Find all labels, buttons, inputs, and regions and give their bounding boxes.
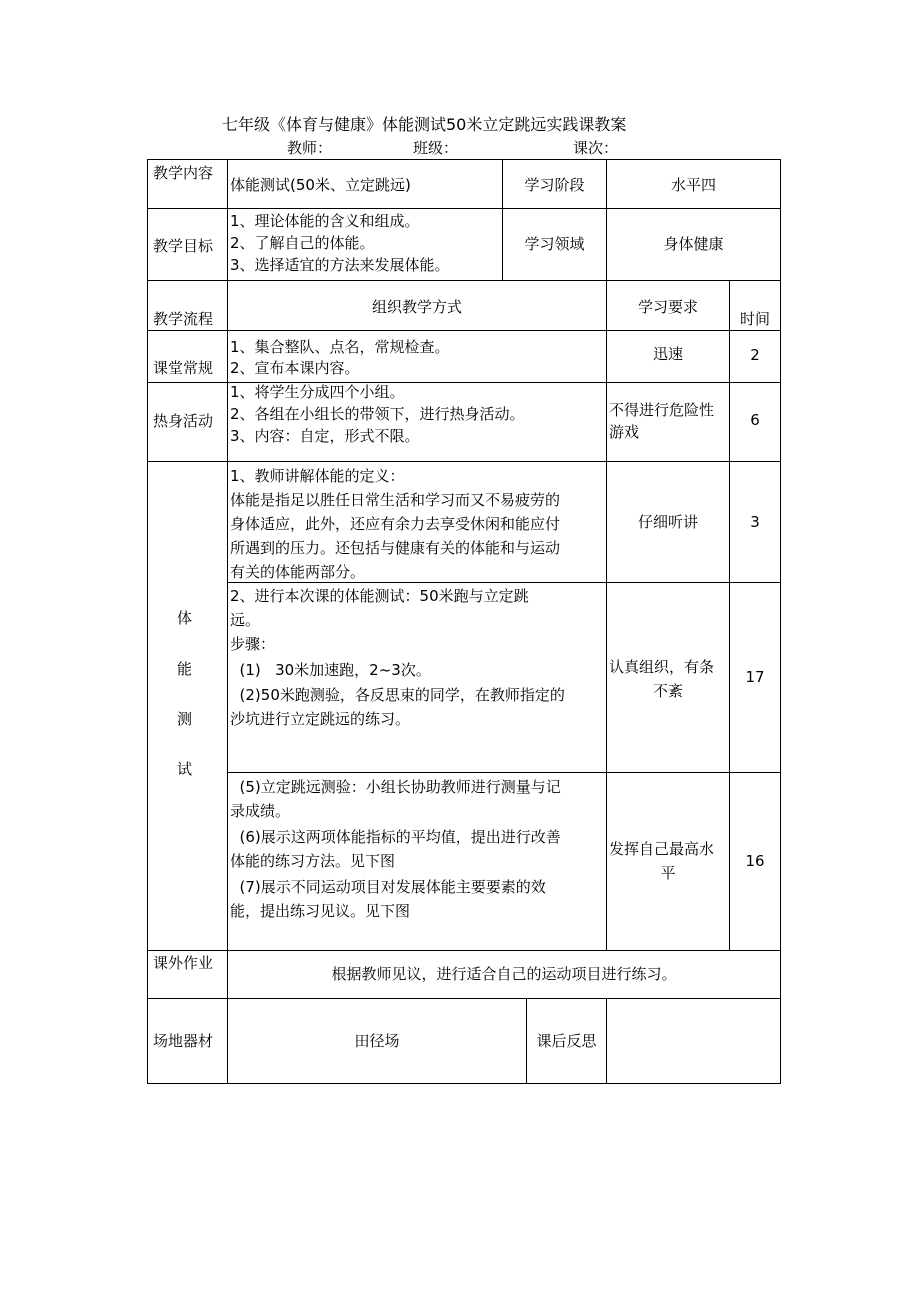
learning-requirement-header: 学习要求 [637,298,698,316]
test-part2-line: 远。 [230,611,261,629]
class-label: 班级： [413,139,459,157]
routine-time: 2 [750,346,760,364]
test-part3-line: 录成绩。 [230,802,291,820]
test-part2-requirement-line: 不紊 [652,682,683,700]
test-part3-time: 16 [745,852,765,870]
test-part1-line: 体能是指足以胜任日常生活和学习而又不易疲劳的 [230,491,561,509]
warmup-line: 1、将学生分成四个小组。 [230,383,405,401]
test-part3-requirement-line: 发挥自己最高水 [609,840,715,858]
test-part1-time: 3 [750,513,760,531]
learning-domain-value: 身体健康 [663,235,724,253]
test-part3-line: (7)展示不同运动项目对发展体能主要要素的效 [230,878,546,896]
physical-test-label-char: 能 [177,660,193,678]
lesson-number-label: 课次： [573,139,619,157]
warmup-requirement-line: 游戏 [609,423,640,441]
routine-requirement: 迅速 [652,345,683,363]
warmup-line: 2、各组在小组长的带领下，进行热身活动。 [230,405,525,423]
warmup-line: 3、内容：自定，形式不限。 [230,427,420,445]
test-part1-line: 身体适应，此外，还应有余力去享受休闲和能应付 [230,515,561,533]
post-class-reflection-field[interactable] [607,999,780,1083]
test-part1-line: 有关的体能两部分。 [230,563,366,581]
test-part1-line: 所遇到的压力。还包括与健康有关的体能和与运动 [230,539,561,557]
routine-line: 1、集合整队、点名，常规检查。 [230,338,450,356]
physical-test-label-char: 体 [177,609,193,627]
venue-equipment-label: 场地器材 [153,1032,214,1050]
test-part3-line: (5)立定跳远测验：小组长协助教师进行测量与记 [230,778,561,796]
learning-domain-label: 学习领域 [524,235,585,253]
test-part2-time: 17 [745,668,765,686]
test-part2-line: 2、进行本次课的体能测试：50米跑与立定跳 [230,587,529,605]
test-part3-line: 能，提出练习见议。见下图 [230,902,411,920]
goal-item: 3、选择适宜的方法来发展体能。 [230,256,450,274]
physical-test-label-char: 试 [177,760,193,778]
page-title: 七年级《体育与健康》体能测试50米立定跳远实践课教案 [222,115,627,134]
teaching-goal-label: 教学目标 [153,237,214,255]
test-part2-requirement-line: 认真组织，有条 [609,658,715,676]
test-part3-requirement-line: 平 [660,864,676,882]
learning-stage-value: 水平四 [670,176,716,194]
routine-line: 2、宣布本课内容。 [230,359,360,377]
physical-test-label-char: 测 [177,710,193,728]
teacher-label: 教师： [287,139,333,157]
test-part3-line: 体能的练习方法。见下图 [230,852,396,870]
warmup-label: 热身活动 [153,412,214,430]
test-part2-line: (1) 30米加速跑，2~3次。 [230,661,431,679]
homework-label: 课外作业 [153,954,214,972]
test-part2-line: 沙坑进行立定跳远的练习。 [230,710,411,728]
venue-equipment-value: 田径场 [354,1032,400,1050]
warmup-requirement-line: 不得进行危险性 [609,401,715,419]
test-part2-line: (2)50米跑测验，各反思束的同学，在教师指定的 [230,686,565,704]
time-header: 时间 [739,310,770,328]
teaching-flow-label: 教学流程 [153,310,214,328]
homework-text: 根据教师见议，进行适合自己的运动项目进行练习。 [331,965,677,983]
organization-method-header: 组织教学方式 [371,298,462,316]
post-class-reflection-label: 课后反思 [536,1032,597,1050]
goal-item: 1、理论体能的含义和组成。 [230,212,420,230]
test-part3-line: (6)展示这两项体能指标的平均值，提出进行改善 [230,828,561,846]
teaching-content-value: 体能测试(50米、立定跳远) [230,176,411,194]
class-routine-label: 课堂常规 [153,359,214,377]
warmup-time: 6 [750,411,760,429]
test-part2-line: 步骤： [230,635,276,653]
teaching-content-label: 教学内容 [153,164,214,182]
test-part1-requirement: 仔细听讲 [637,513,698,531]
test-part1-line: 1、教师讲解体能的定义： [230,467,405,485]
learning-stage-label: 学习阶段 [524,176,585,194]
goal-item: 2、了解自己的体能。 [230,234,375,252]
